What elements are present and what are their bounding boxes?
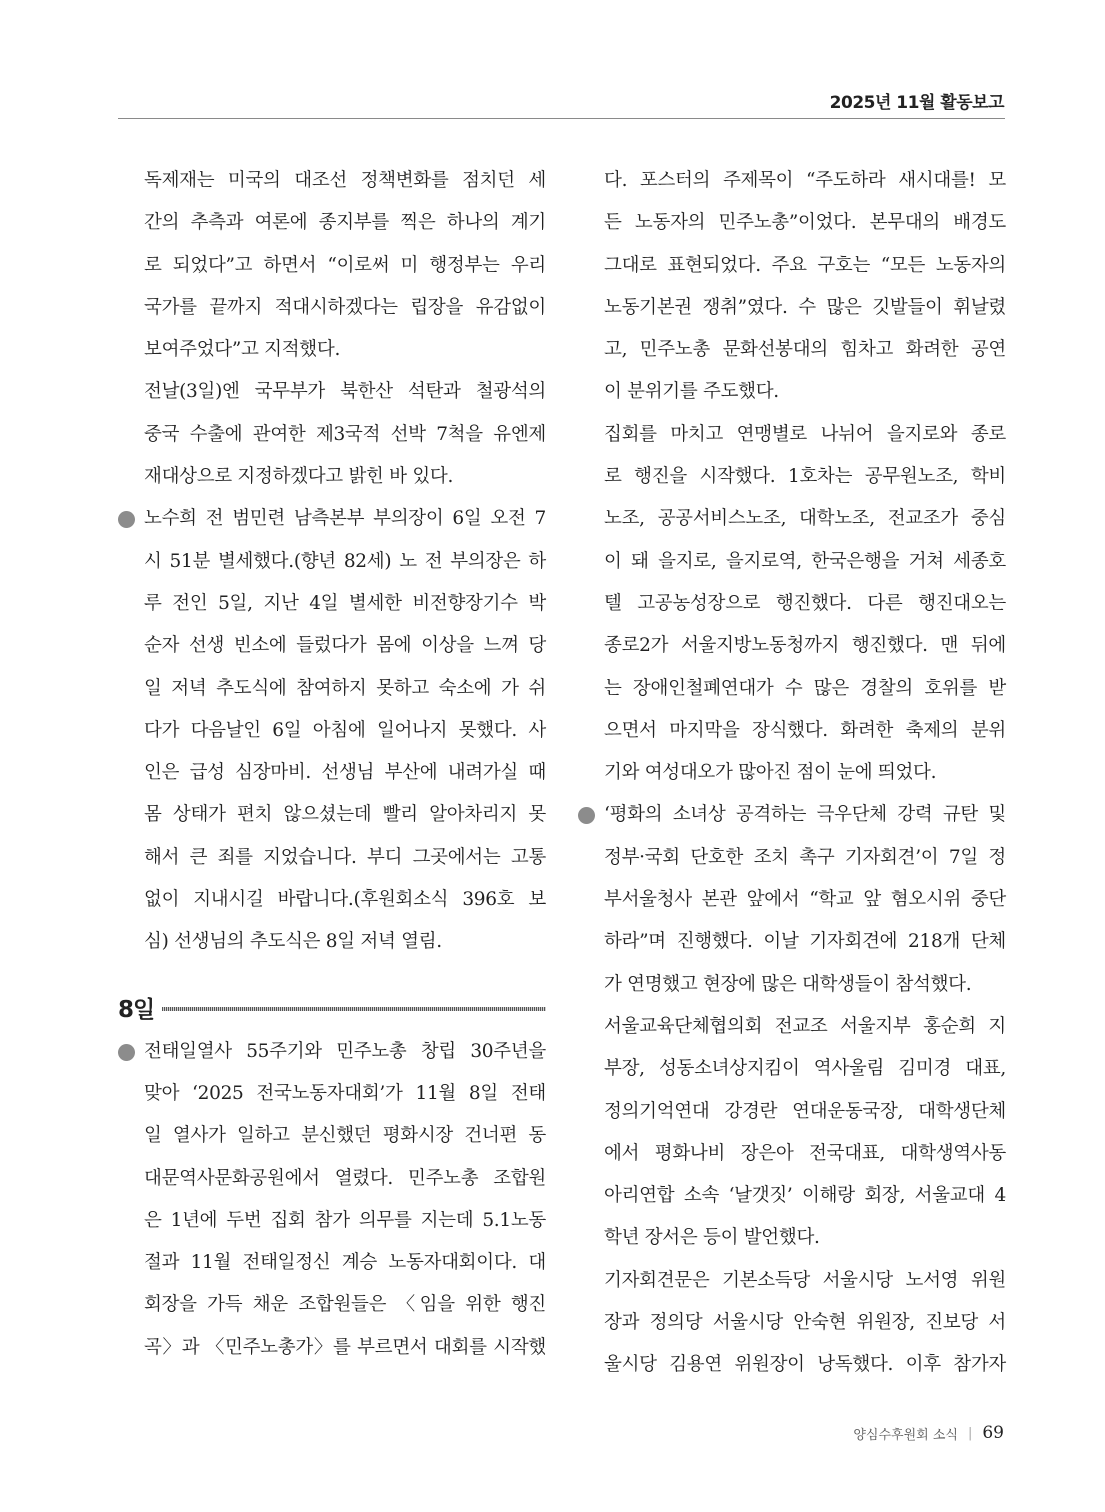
text-line: 기자회견문은 기본소득당 서울시당 노서영 위원 bbox=[604, 1269, 1006, 1291]
bullet-icon bbox=[118, 1044, 135, 1061]
publication-name: 양심수후원회 소식 bbox=[853, 1427, 958, 1443]
text-line: 루 전인 5일, 지난 4일 별세한 비전향장기수 박 bbox=[144, 592, 546, 614]
text-line: 울시당 김용연 위원장이 낭독했다. 이후 참가자 bbox=[604, 1354, 1006, 1376]
text-line: 심) 선생님의 추도식은 8일 저녁 열림. bbox=[144, 931, 442, 953]
text-line: 시 51분 별세했다.(향년 82세) 노 전 부의장은 하 bbox=[144, 550, 546, 572]
text-line-with-bullet bbox=[578, 794, 1006, 836]
section-dotted-rule bbox=[162, 1007, 546, 1011]
text-line: 부서울청사 본관 앞에서 “학교 앞 혐오시위 중단 bbox=[604, 889, 1006, 911]
text-line: 인은 급성 심장마비. 선생님 부산에 내려가실 때 bbox=[144, 762, 546, 784]
text-line: 든 노동자의 민주노총”이었다. 본무대의 배경도 bbox=[604, 212, 1006, 234]
bullet-paragraph bbox=[118, 498, 546, 963]
paragraph bbox=[578, 1260, 1006, 1387]
paragraph bbox=[118, 371, 546, 498]
text-line: 으면서 마지막을 장식했다. 화려한 축제의 분위 bbox=[604, 719, 1006, 741]
text-line: 는 장애인철폐연대가 수 많은 경찰의 호위를 받 bbox=[604, 677, 1006, 699]
text-line: 절과 11월 전태일정신 계승 노동자대회이다. 대 bbox=[144, 1252, 546, 1274]
text-line: 아리연합 소속 ‘날갯짓’ 이해랑 회장, 서울교대 4 bbox=[604, 1185, 1006, 1207]
paragraph bbox=[118, 160, 546, 371]
right-column bbox=[578, 160, 1006, 1387]
paragraph bbox=[578, 160, 1006, 414]
text-line: 부장, 성동소녀상지킴이 역사울림 김미경 대표, bbox=[604, 1058, 1006, 1080]
text-line: 전태일열사 55주기와 민주노총 창립 30주년을 bbox=[144, 1040, 546, 1062]
bullet-paragraph bbox=[578, 794, 1006, 1005]
text-line-with-bullet bbox=[118, 498, 546, 540]
section-heading bbox=[118, 987, 546, 1029]
footer-separator: | bbox=[967, 1425, 973, 1441]
text-line: 로 행진을 시작했다. 1호차는 공무원노조, 학비 bbox=[604, 466, 1006, 488]
text-line: 맞아 ‘2025 전국노동자대회’가 11월 8일 전태 bbox=[144, 1082, 546, 1104]
text-line: 서울교육단체협의회 전교조 서울지부 홍순희 지 bbox=[604, 1015, 1006, 1037]
text-line: 보여주었다”고 지적했다. bbox=[144, 339, 341, 361]
text-line: 국가를 끝까지 적대시하겠다는 립장을 유감없이 bbox=[144, 296, 546, 318]
paragraph bbox=[578, 414, 1006, 795]
page-number: 69 bbox=[982, 1423, 1004, 1443]
text-line: 일 열사가 일하고 분신했던 평화시장 건너편 동 bbox=[144, 1125, 546, 1147]
text-line: 이 분위기를 주도했다. bbox=[604, 381, 779, 403]
text-line: 장과 정의당 서울시당 안숙현 위원장, 진보당 서 bbox=[604, 1312, 1006, 1334]
left-column bbox=[118, 160, 546, 1369]
text-line: 종로2가 서울지방노동청까지 행진했다. 맨 뒤에 bbox=[604, 635, 1006, 657]
text-line: 노수희 전 범민련 남측본부 부의장이 6일 오전 7 bbox=[144, 508, 546, 530]
text-line: 집회를 마치고 연맹별로 나뉘어 을지로와 종로 bbox=[604, 423, 1006, 445]
text-line: 기와 여성대오가 많아진 점이 눈에 띄었다. bbox=[604, 762, 937, 784]
text-line: 대문역사문화공원에서 열렸다. 민주노총 조합원 bbox=[144, 1167, 546, 1189]
bullet-paragraph bbox=[118, 1031, 546, 1369]
text-line: 이 돼 을지로, 을지로역, 한국은행을 거쳐 세종호 bbox=[604, 550, 1006, 572]
text-line: 그대로 표현되었다. 주요 구호는 “모든 노동자의 bbox=[604, 254, 1006, 276]
text-line-with-bullet bbox=[118, 1031, 546, 1073]
text-line: 에서 평화나비 장은아 전국대표, 대학생역사동 bbox=[604, 1142, 1006, 1164]
text-line: 정의기억연대 강경란 연대운동국장, 대학생단체 bbox=[604, 1100, 1006, 1122]
text-line: ‘평화의 소녀상 공격하는 극우단체 강력 규탄 및 bbox=[604, 804, 1006, 826]
bullet-icon bbox=[118, 511, 135, 528]
text-line: 일 저녁 추도식에 참여하지 못하고 숙소에 가 쉬 bbox=[144, 677, 546, 699]
text-line: 다. 포스터의 주제목이 “주도하라 새시대를! 모 bbox=[604, 170, 1006, 191]
text-line: 정부·국회 단호한 조치 촉구 기자회견’이 7일 정 bbox=[604, 846, 1006, 868]
text-line: 하라”며 진행했다. 이날 기자회견에 218개 단체 bbox=[604, 931, 1006, 953]
text-line: 텔 고공농성장으로 행진했다. 다른 행진대오는 bbox=[604, 592, 1006, 614]
text-line: 몸 상태가 편치 않으셨는데 빨리 알아차리지 못 bbox=[144, 804, 546, 826]
text-line: 없이 지내시길 바랍니다.(후원회소식 396호 보 bbox=[144, 889, 546, 911]
text-line: 노조, 공공서비스노조, 대학노조, 전교조가 중심 bbox=[604, 508, 1006, 530]
text-line: 독제재는 미국의 대조선 정책변화를 점치던 세 bbox=[144, 170, 546, 191]
text-line: 순자 선생 빈소에 들렀다가 몸에 이상을 느껴 당 bbox=[144, 635, 546, 657]
text-line: 고, 민주노총 문화선봉대의 힘차고 화려한 공연 bbox=[604, 339, 1006, 361]
text-line: 회장을 가득 채운 조합원들은 〈임을 위한 행진 bbox=[144, 1294, 546, 1316]
page-footer bbox=[853, 1423, 1004, 1443]
text-line: 해서 큰 죄를 지었습니다. 부디 그곳에서는 고통 bbox=[144, 846, 546, 868]
text-line: 간의 추측과 여론에 종지부를 찍은 하나의 계기 bbox=[144, 212, 546, 234]
text-line: 은 1년에 두번 집회 참가 의무를 지는데 5.1노동 bbox=[144, 1209, 546, 1231]
text-line: 전날(3일)엔 국무부가 북한산 석탄과 철광석의 bbox=[144, 381, 546, 403]
section-date-label: 8일 bbox=[118, 996, 155, 1023]
text-line: 노동기본권 쟁취”였다. 수 많은 깃발들이 휘날렸 bbox=[604, 296, 1006, 318]
text-line: 중국 수출에 관여한 제3국적 선박 7척을 유엔제 bbox=[144, 423, 546, 445]
text-line: 재대상으로 지정하겠다고 밝힌 바 있다. bbox=[144, 466, 454, 488]
text-line: 로 되었다”고 하면서 “이로써 미 행정부는 우리 bbox=[144, 254, 546, 276]
page-header-title: 2025년 11월 활동보고 bbox=[829, 93, 1004, 113]
text-line: 다가 다음날인 6일 아침에 일어나지 못했다. 사 bbox=[144, 719, 546, 741]
text-line: 가 연명했고 현장에 많은 대학생들이 참석했다. bbox=[604, 973, 972, 995]
header-divider bbox=[118, 118, 1005, 119]
paragraph bbox=[578, 1006, 1006, 1260]
text-line: 학년 장서은 등이 발언했다. bbox=[604, 1227, 820, 1249]
bullet-icon bbox=[578, 807, 595, 824]
text-line: 곡〉과 〈민주노총가〉를 부르면서 대회를 시작했 bbox=[144, 1336, 546, 1358]
